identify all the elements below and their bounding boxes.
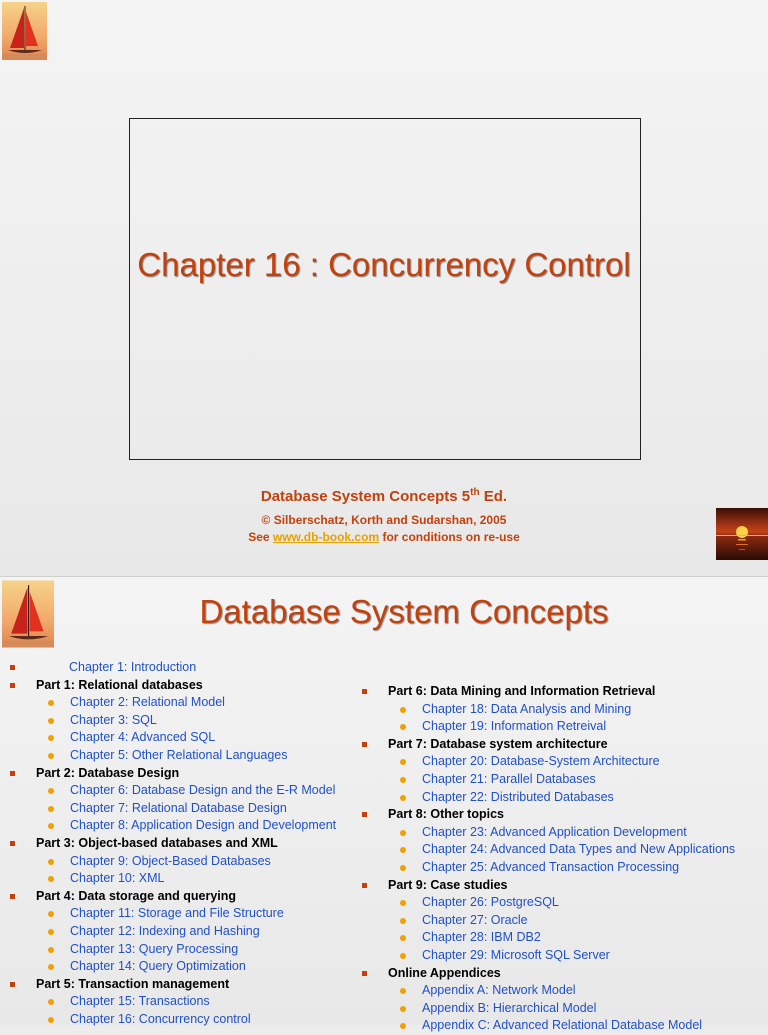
part-heading: Part 4: Data storage and querying [8, 888, 358, 906]
chapter-item: Chapter 21: Parallel Databases [360, 771, 765, 789]
chapter-item: Chapter 23: Advanced Application Development [360, 824, 765, 842]
reuse-line [0, 530, 768, 544]
part-heading: Part 1: Relational databases [8, 677, 358, 695]
chapter-item: Appendix C: Advanced Relational Database Model [360, 1017, 765, 1035]
chapter-item: Chapter 5: Other Relational Languages [8, 747, 358, 765]
chapter-item: Chapter 20: Database-System Architecture [360, 753, 765, 771]
chapter-item: Chapter 11: Storage and File Structure [8, 905, 358, 923]
part-heading: Part 8: Other topics [360, 806, 765, 824]
chapter-item: Chapter 25: Advanced Transaction Processing [360, 859, 765, 877]
chapter-item: Chapter 7: Relational Database Design [8, 800, 358, 818]
reuse-suffix: for conditions on re-use [379, 530, 520, 544]
chapter-item: Chapter 15: Transactions [8, 993, 358, 1011]
chapter-item: Chapter 1: Introduction [8, 659, 358, 677]
chapter-item: Chapter 13: Query Processing [8, 941, 358, 959]
part-heading: Part 6: Data Mining and Information Retrieval [360, 683, 765, 701]
chapter-title: Chapter 16 : Concurrency Control [137, 246, 631, 283]
sunset-icon [716, 508, 768, 560]
chapter-item: Chapter 16: Concurrency control [8, 1011, 358, 1029]
contents-right-column [360, 683, 765, 1035]
part-heading: Part 9: Case studies [360, 877, 765, 895]
chapter-item: Chapter 4: Advanced SQL [8, 729, 358, 747]
copyright-line: © Silberschatz, Korth and Sudarshan, 2005 [261, 513, 507, 527]
part-heading: Online Appendices [360, 965, 765, 983]
chapter-item: Appendix A: Network Model [360, 982, 765, 1000]
placeholder-note: · [132, 120, 133, 124]
chapter-item: Chapter 24: Advanced Data Types and New Applications [360, 841, 765, 859]
reuse-prefix: See [248, 530, 273, 544]
book-title-text: Database System Concepts 5 [260, 488, 471, 505]
chapter-item: Chapter 28: IBM DB2 [360, 929, 765, 947]
part-heading: Part 3: Object-based databases and XML [8, 835, 358, 853]
chapter-item: Chapter 19: Information Retreival [360, 718, 765, 736]
contents-title: Database System Concepts [199, 593, 609, 630]
chapter-item: Chapter 12: Indexing and Hashing [8, 923, 358, 941]
book-title [0, 487, 768, 505]
chapter-item: Chapter 27: Oracle [360, 912, 765, 930]
part-heading: Part 5: Transaction management [8, 976, 358, 994]
book-title-sup: th [470, 487, 480, 498]
chapter-item: Chapter 6: Database Design and the E-R Model [8, 782, 358, 800]
contents-left-column [8, 659, 358, 1028]
chapter-item: Chapter 2: Relational Model [8, 694, 358, 712]
chapter-item: Chapter 26: PostgreSQL [360, 894, 765, 912]
db-book-link[interactable]: www.db-book.com [272, 530, 380, 544]
chapter-item: Chapter 22: Distributed Databases [360, 789, 765, 807]
chapter-item: Appendix B: Hierarchical Model [360, 1000, 765, 1018]
chapter-item: Chapter 3: SQL [8, 712, 358, 730]
part-heading: Part 2: Database Design [8, 765, 358, 783]
chapter-item: Chapter 8: Application Design and Development [8, 817, 358, 835]
book-title-suffix: Ed. [479, 488, 508, 505]
chapter-item: Chapter 10: XML [8, 870, 358, 888]
title-placeholder-box [129, 118, 641, 460]
part-heading: Part 7: Database system architecture [360, 736, 765, 754]
contents-slide [0, 576, 768, 1033]
chapter-item: Chapter 9: Object-Based Databases [8, 853, 358, 871]
chapter-item: Chapter 18: Data Analysis and Mining [360, 701, 765, 719]
chapter-item: Chapter 29: Microsoft SQL Server [360, 947, 765, 965]
sailboat-icon [2, 2, 47, 60]
chapter-item: Chapter 14: Query Optimization [8, 958, 358, 976]
